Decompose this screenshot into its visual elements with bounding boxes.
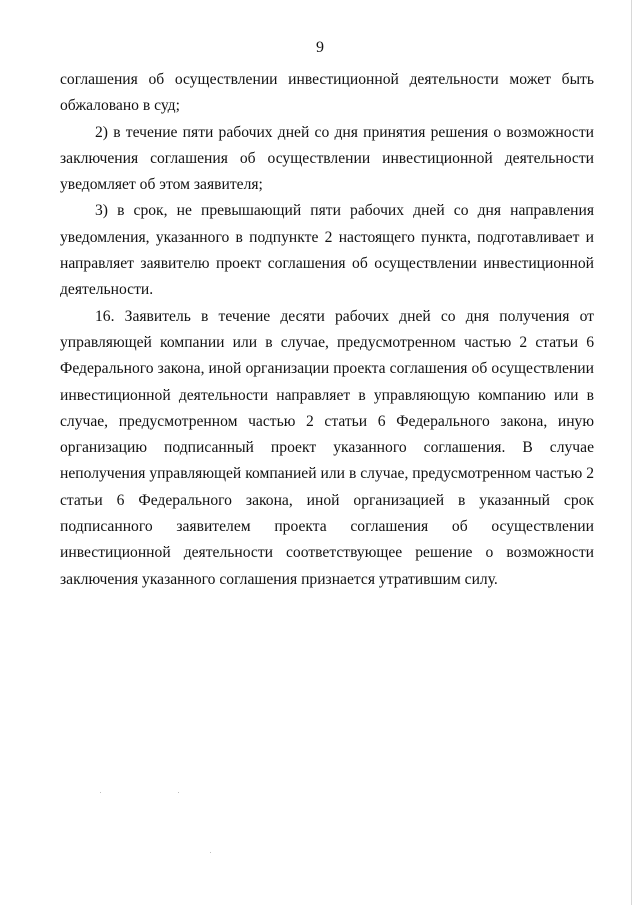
page-number: 9 [316, 39, 324, 56]
scan-artifact [210, 852, 211, 853]
scan-artifact [100, 792, 101, 793]
paragraph-continuation: соглашения об осуществлении инвестиционной деятельности может быть обжаловано в суд; [60, 71, 594, 115]
scan-artifact [178, 792, 179, 793]
paragraph-item-3: 3) в срок, не превышающий пяти рабочих дней со дня направления уведомления, указанного в подпункте 2 настоящего пункта, подготавливает и направляет заявителю проект соглашения об осуществлении инвестиционной деятельности. [60, 202, 594, 299]
document-body [60, 67, 594, 593]
paragraph-item-2: 2) в течение пяти рабочих дней со дня принятия решения о возможности заключения соглашения об осуществлении инвестиционной деятельности уведомляет об этом заявителя; [60, 123, 594, 194]
paragraph-clause-16: 16. Заявитель в течение десяти рабочих дней со дня получения от управляющей компании или в случае, предусмотренном частью 2 статьи 6 Федерального закона, иной организации проекта соглашения об осуществлении инвестиционной деятельности направляет в управляющую компанию или в случае, предусмотренном частью 2 статьи 6 Федерального закона, иную организацию подписанный проект указанного соглашения. В случае неполучения управляющей компанией или в случае, предусмотренном частью 2 статьи 6 Федерального закона, иной организацией в указанный срок подписанного заявителем проекта соглашения об осуществлении инвестиционной деятельности соответствующее решение о возможности заключения указанного соглашения признается утратившим силу. [60, 307, 594, 588]
